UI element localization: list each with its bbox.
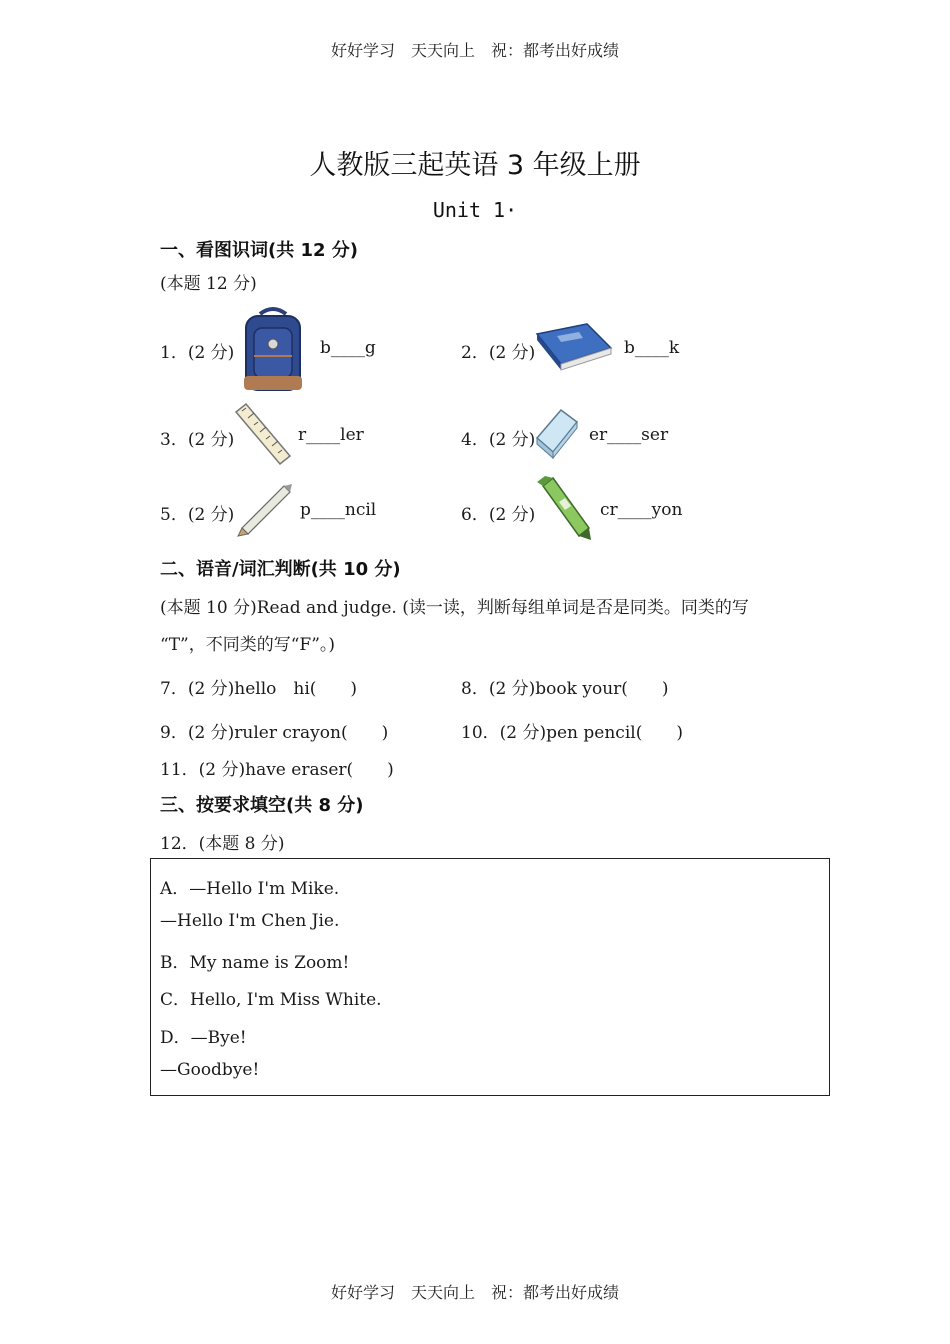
item-1-word: b____g [320,338,376,358]
item-6-word: cr____yon [600,500,683,520]
item-5-label: 5．(2 分) [160,505,235,525]
box-line-d-reply: —Goodbye! [160,1060,260,1080]
section-2-intro-line2: “T”，不同类的写“F”。) [160,635,336,655]
document-title: 人教版三起英语 3 年级上册 [309,150,641,181]
box-line-a: A．—Hello I'm Mike. [160,879,340,899]
item-6-label: 6．(2 分) [461,505,536,525]
unit-title: Unit 1· [432,198,518,222]
section-2-heading: 二、语音/词汇判断(共 10 分) [160,559,401,580]
item-9: 9．(2 分)ruler crayon( ) [160,723,389,743]
page-header: 好好学习 天天向上 祝：都考出好成绩 [330,41,619,60]
box-line-b: B．My name is Zoom! [160,953,350,973]
item-1-label: 1．(2 分) [160,343,235,363]
item-7: 7．(2 分)hello hi( ) [160,679,358,699]
item-10: 10．(2 分)pen pencil( ) [461,723,683,743]
box-line-a-reply: —Hello I'm Chen Jie. [160,911,340,931]
item-2-word: b____k [624,338,680,358]
box-line-d: D．—Bye! [160,1028,247,1048]
book-icon [533,320,615,372]
item-8: 8．(2 分)book your( ) [461,679,669,699]
crayon-icon [533,476,593,542]
section-3-heading: 三、按要求填空(共 8 分) [160,795,364,816]
item-4-word: er____ser [589,425,669,445]
item-3-word: r____ler [298,425,364,445]
section-2-intro-line1: (本题 10 分)Read and judge. (读一读，判断每组单词是否是同类。同类的写 [160,598,749,618]
schoolbag-icon [240,306,306,392]
page-footer: 好好学习 天天向上 祝：都考出好成绩 [330,1283,619,1302]
item-2-label: 2．(2 分) [461,343,536,363]
item-4-label: 4．(2 分) [461,430,536,450]
pencil-icon [234,480,294,538]
item-11: 11．(2 分)have eraser( ) [160,760,394,780]
section-1-heading: 一、看图识词(共 12 分) [160,240,359,261]
box-line-c: C．Hello, I'm Miss White. [160,990,382,1010]
item-5-word: p____ncil [300,500,377,520]
item-3-label: 3．(2 分) [160,430,235,450]
section-3-note: 12．(本题 8 分) [160,834,285,854]
eraser-icon [531,404,583,462]
ruler-icon [232,402,292,468]
section-1-note: (本题 12 分) [160,274,257,294]
